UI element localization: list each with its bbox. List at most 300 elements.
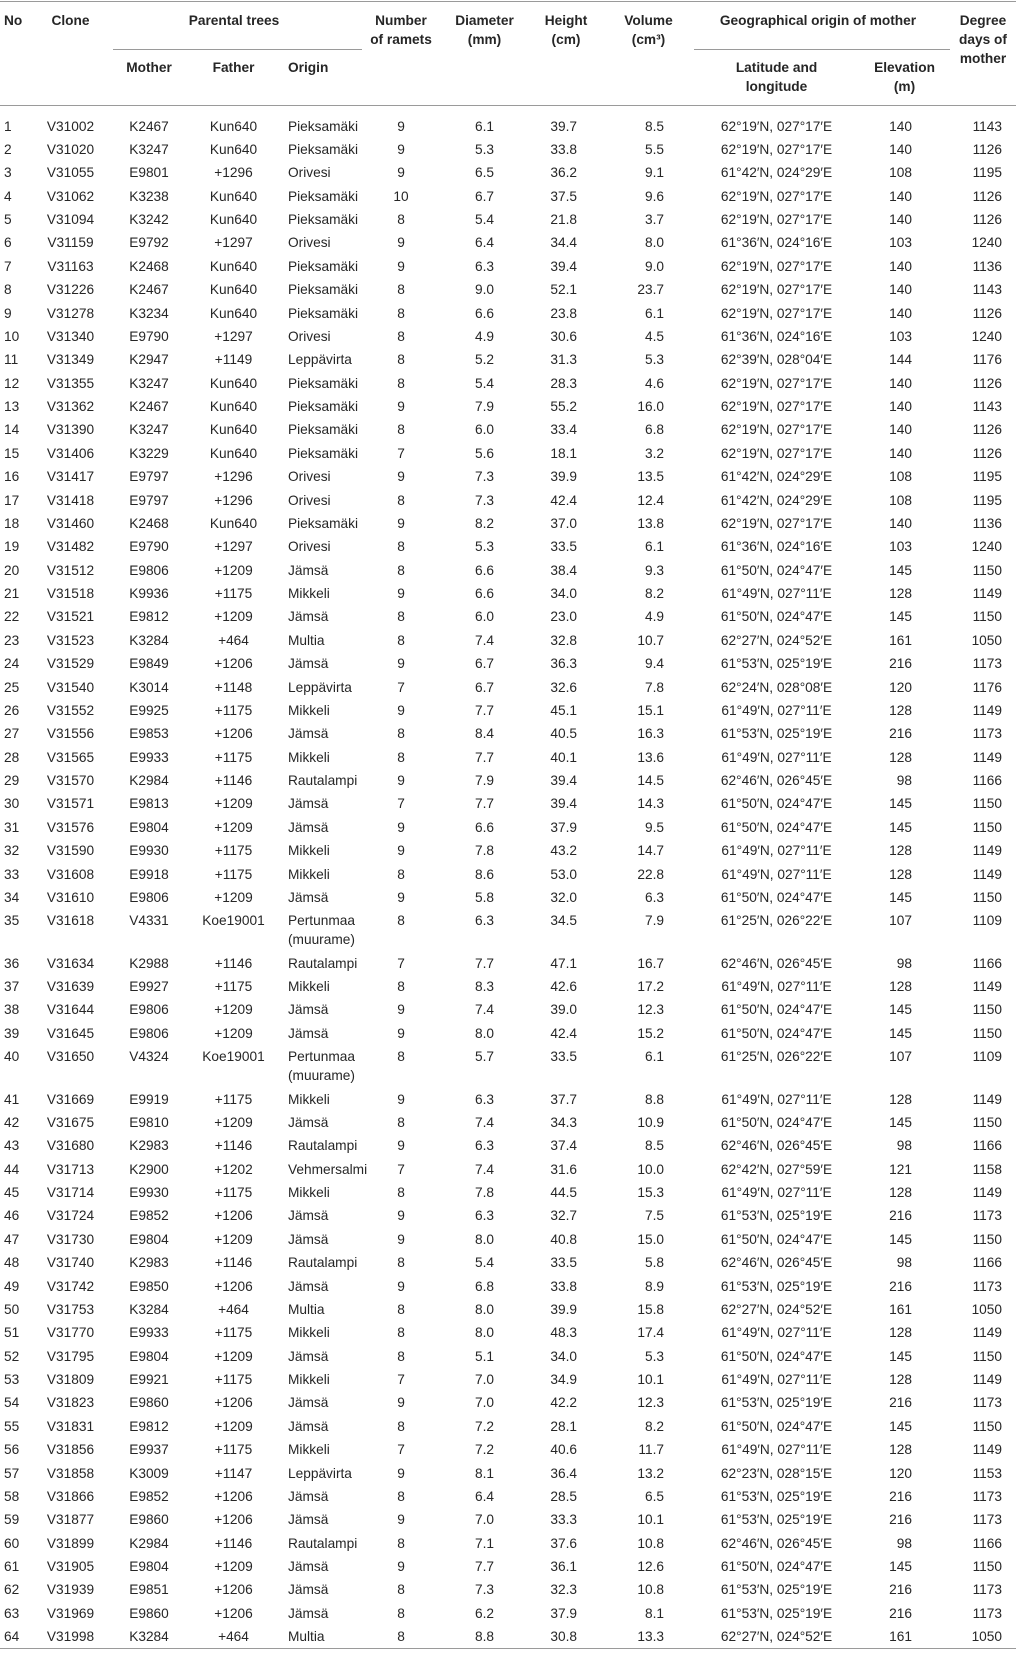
cell-father: Kun640 [209, 375, 258, 391]
cell-ramets: 7 [397, 1161, 405, 1177]
cell-origin: Mikkeli [288, 1091, 330, 1107]
cell-ramets: 9 [397, 819, 405, 835]
cell-volume: 10.8 [637, 1535, 664, 1551]
cell-father: +1297 [214, 539, 253, 555]
cell-clone: V31858 [46, 1465, 95, 1481]
cell-clone: V31020 [46, 141, 95, 157]
cell-volume: 14.5 [637, 773, 664, 788]
table-body [0, 106, 1016, 1649]
cell-clone: V31724 [46, 1208, 95, 1224]
cell-elevation: 120 [889, 679, 913, 695]
cell-no: 54 [4, 1395, 20, 1411]
cell-volume: 7.9 [644, 913, 664, 929]
cell-mother: E9801 [129, 165, 169, 181]
cell-height: 28.1 [550, 1418, 577, 1434]
cell-father: Kun640 [209, 282, 258, 298]
cell-father: +1175 [214, 866, 253, 882]
cell-no: 11 [4, 352, 19, 368]
cell-degree-days: 1149 [972, 586, 1003, 601]
cell-father: +1209 [214, 1002, 253, 1018]
header-clone: Clone [42, 2, 113, 106]
cell-no: 30 [4, 796, 20, 812]
cell-elevation: 161 [859, 1625, 950, 1649]
cell-volume: 6.1 [644, 305, 664, 321]
cell-mother: K3247 [129, 375, 169, 391]
cell-height: 39.9 [550, 1301, 577, 1317]
cell-diameter: 6.1 [474, 118, 494, 134]
cell-origin: Jämsä [288, 1208, 329, 1224]
cell-no: 61 [4, 1559, 20, 1574]
cell-degree-days: 1240 [971, 235, 1003, 251]
cell-degree-days: 1050 [971, 632, 1003, 648]
cell-elevation: 108 [889, 165, 913, 181]
cell-no: 15 [4, 445, 20, 461]
table-row [0, 325, 1016, 348]
table-row [0, 886, 1016, 909]
cell-elevation: 145 [889, 819, 913, 835]
cell-diameter: 7.2 [474, 1418, 494, 1434]
cell-height: 30.6 [550, 328, 577, 344]
cell-mother: E9930 [129, 843, 169, 859]
cell-diameter: 6.0 [474, 609, 494, 625]
table-row [0, 208, 1016, 231]
cell-mother: E9797 [129, 492, 169, 508]
cell-degree-days: 1150 [972, 1025, 1003, 1041]
table-row [0, 1461, 1016, 1484]
cell-height: 55.2 [550, 399, 577, 414]
cell-mother: K2947 [129, 352, 169, 368]
cell-father: +1175 [214, 843, 253, 859]
table-row [0, 1157, 1016, 1180]
cell-father: +1209 [214, 562, 253, 578]
cell-elevation: 216 [889, 656, 913, 672]
cell-clone: V31939 [46, 1582, 95, 1598]
cell-lat-lon: 61°53′N, 025°19′E [720, 1208, 833, 1224]
cell-degree-days: 1150 [972, 1231, 1003, 1247]
cell-diameter: 8.0 [474, 1025, 494, 1041]
cell-degree-days: 1149 [972, 1091, 1003, 1107]
cell-origin: Jämsä [288, 1231, 329, 1247]
cell-diameter: 7.0 [474, 1372, 494, 1387]
cell-diameter: 7.7 [474, 955, 494, 971]
cell-volume: 4.9 [644, 609, 664, 625]
cell-lat-lon: 61°49′N, 027°11′E [721, 1185, 832, 1200]
cell-origin: Orivesi [288, 492, 331, 508]
table-row [0, 442, 1016, 465]
cell-no: 2 [4, 141, 12, 157]
cell-no: 20 [4, 562, 20, 578]
cell-diameter: 7.1 [474, 1535, 494, 1551]
cell-degree-days: 1173 [972, 1512, 1003, 1528]
cell-volume: 10.7 [637, 632, 664, 648]
cell-degree-days: 1173 [972, 1395, 1003, 1411]
cell-no: 26 [4, 702, 20, 718]
cell-clone: V31565 [46, 749, 95, 765]
table-row [0, 792, 1016, 815]
cell-height: 31.3 [550, 352, 577, 368]
cell-volume: 8.8 [644, 1091, 664, 1107]
cell-elevation: 128 [889, 702, 913, 718]
cell-no: 63 [4, 1605, 20, 1621]
cell-height: 40.8 [550, 1231, 577, 1247]
cell-lat-lon: 61°53′N, 025°19′E [720, 1605, 833, 1621]
cell-diameter: 8.3 [474, 979, 494, 994]
cell-ramets: 7 [397, 1372, 405, 1387]
cell-degree-days: 1149 [972, 749, 1003, 765]
cell-origin: Orivesi [288, 328, 331, 344]
cell-volume: 10.8 [637, 1582, 664, 1598]
cell-height: 33.4 [550, 422, 577, 438]
table-row [0, 1204, 1016, 1227]
cell-lat-lon: 61°50′N, 024°47′E [720, 1418, 833, 1434]
cell-ramets: 8 [397, 979, 405, 994]
cell-volume: 7.5 [644, 1208, 664, 1224]
cell-elevation: 216 [889, 1278, 913, 1294]
cell-volume: 17.2 [637, 979, 664, 994]
cell-elevation: 128 [889, 586, 913, 601]
cell-no: 48 [4, 1255, 20, 1271]
cell-origin: Jämsä [288, 1418, 329, 1434]
cell-lat-lon: 62°42′N, 027°59′E [720, 1161, 833, 1177]
cell-mother: E9804 [129, 1231, 169, 1247]
cell-no: 18 [4, 515, 20, 531]
cell-diameter: 5.4 [474, 1255, 494, 1271]
cell-volume: 9.4 [644, 656, 664, 672]
table-row [0, 371, 1016, 394]
cell-diameter: 7.0 [474, 1512, 494, 1528]
cell-diameter: 5.7 [474, 1049, 494, 1065]
cell-height: 40.1 [550, 749, 577, 765]
cell-volume: 15.2 [637, 1025, 664, 1041]
cell-father: +1206 [214, 1605, 253, 1621]
table-row [0, 395, 1016, 418]
cell-lat-lon: 61°49′N, 027°11′E [721, 1442, 832, 1458]
cell-diameter: 5.2 [474, 352, 494, 368]
cell-ramets: 8 [397, 492, 405, 508]
cell-ramets: 9 [397, 1465, 405, 1481]
table-row [0, 488, 1016, 511]
cell-no: 59 [4, 1512, 20, 1528]
cell-father: Kun640 [209, 141, 258, 157]
table-row [0, 1508, 1016, 1531]
cell-degree-days: 1126 [972, 375, 1003, 391]
table-row [0, 1368, 1016, 1391]
cell-origin: Jämsä [288, 1605, 329, 1621]
cell-lat-lon: 61°53′N, 025°19′E [720, 1278, 833, 1294]
cell-no: 40 [4, 1049, 20, 1065]
cell-origin: Rautalampi [288, 955, 358, 971]
cell-origin: Jämsä [288, 1582, 329, 1598]
cell-ramets: 9 [397, 118, 405, 134]
cell-degree-days: 1195 [972, 492, 1003, 508]
cell-diameter: 7.9 [474, 399, 494, 414]
cell-height: 42.4 [550, 492, 577, 508]
header-row [0, 2, 1016, 50]
cell-height: 38.4 [550, 562, 577, 578]
cell-clone: V31390 [46, 422, 95, 438]
cell-father: +1175 [214, 749, 253, 765]
cell-lat-lon: 62°46′N, 026°45′E [720, 955, 833, 971]
cell-mother: E9919 [129, 1091, 169, 1107]
cell-lat-lon: 61°50′N, 024°47′E [720, 609, 833, 625]
cell-elevation: 140 [889, 445, 913, 461]
cell-origin: Pieksamäki [288, 399, 358, 414]
cell-diameter: 6.6 [474, 562, 494, 578]
cell-degree-days: 1150 [972, 819, 1003, 835]
cell-elevation: 140 [889, 141, 913, 157]
cell-height: 32.0 [550, 889, 577, 905]
cell-degree-days: 1195 [972, 469, 1003, 485]
cell-height: 42.2 [550, 1395, 577, 1411]
cell-height: 28.3 [550, 375, 577, 391]
cell-height: 52.1 [550, 282, 577, 298]
cell-clone: V31556 [46, 726, 95, 742]
cell-height: 37.0 [550, 515, 577, 531]
cell-height: 53.0 [550, 866, 577, 882]
cell-elevation: 120 [889, 1465, 913, 1481]
cell-height: 39.4 [550, 773, 577, 788]
cell-clone: V31552 [46, 702, 95, 718]
cell-degree-days: 1173 [972, 1488, 1003, 1504]
cell-diameter: 6.6 [474, 305, 494, 321]
cell-elevation: 145 [889, 889, 913, 905]
header-origin: Origin [277, 50, 362, 106]
cell-volume: 13.5 [637, 469, 664, 485]
cell-lat-lon: 62°19′N, 027°17′E [720, 445, 833, 461]
cell-father: +1296 [214, 492, 253, 508]
cell-clone: V31608 [46, 866, 95, 882]
cell-ramets: 8 [397, 1325, 405, 1341]
cell-no: 52 [4, 1348, 20, 1364]
cell-diameter: 6.6 [474, 586, 494, 601]
cell-ramets: 8 [397, 609, 405, 625]
cell-mother: E9806 [129, 1025, 169, 1041]
cell-elevation: 145 [889, 1025, 913, 1041]
cell-mother: K3014 [129, 679, 169, 695]
cell-ramets: 7 [397, 1442, 405, 1458]
cell-no: 35 [4, 913, 20, 929]
cell-diameter: 6.7 [474, 656, 494, 672]
cell-no: 34 [4, 889, 20, 905]
cell-lat-lon: 62°46′N, 026°45′E [720, 773, 833, 788]
cell-origin: Pertunmaa (muurame) [288, 1049, 355, 1084]
cell-no: 27 [4, 726, 20, 742]
cell-clone: V31856 [46, 1442, 95, 1458]
cell-clone: V31278 [46, 305, 95, 321]
cell-degree-days: 1150 [972, 609, 1003, 625]
cell-degree-days: 1149 [972, 843, 1003, 859]
cell-clone: V31905 [46, 1559, 95, 1574]
cell-elevation: 108 [889, 469, 913, 485]
cell-volume: 7.8 [644, 679, 664, 695]
cell-ramets: 8 [397, 1348, 405, 1364]
cell-mother: E9918 [129, 866, 169, 882]
cell-ramets: 7 [397, 796, 405, 812]
cell-diameter: 8.4 [474, 726, 494, 742]
cell-elevation: 216 [889, 1512, 913, 1528]
cell-volume: 8.5 [644, 1138, 664, 1154]
cell-father: +1297 [214, 235, 253, 251]
cell-volume: 8.9 [644, 1278, 664, 1294]
cell-elevation: 128 [889, 1372, 913, 1387]
cell-father: +1175 [214, 1442, 253, 1458]
cell-origin: Mikkeli [288, 979, 330, 994]
table-row [0, 1555, 1016, 1578]
cell-height: 32.8 [550, 632, 577, 648]
cell-clone: V31576 [46, 819, 95, 835]
table-row [0, 231, 1016, 254]
cell-father: +1209 [214, 796, 253, 812]
cell-volume: 17.4 [637, 1325, 664, 1341]
cell-mother: E9806 [129, 889, 169, 905]
cell-ramets: 8 [397, 352, 405, 368]
cell-lat-lon: 61°49′N, 027°11′E [721, 979, 832, 994]
cell-clone: V31512 [46, 562, 95, 578]
cell-mother: K3247 [129, 141, 169, 157]
cell-lat-lon: 62°24′N, 028°08′E [720, 679, 833, 695]
cell-ramets: 9 [397, 1559, 405, 1574]
cell-ramets: 9 [397, 235, 405, 251]
cell-father: Koe19001 [202, 913, 265, 929]
cell-elevation: 128 [889, 1185, 913, 1200]
cell-no: 44 [4, 1161, 20, 1177]
table-row [0, 1251, 1016, 1274]
cell-elevation: 145 [889, 562, 913, 578]
cell-volume: 8.2 [644, 586, 664, 601]
cell-ramets: 7 [397, 445, 405, 461]
cell-lat-lon: 61°49′N, 027°11′E [721, 1372, 832, 1387]
cell-volume: 12.3 [637, 1002, 664, 1018]
cell-father: Kun640 [209, 212, 258, 227]
cell-volume: 23.7 [637, 282, 664, 298]
table-row [0, 1111, 1016, 1134]
cell-mother: K2983 [129, 1138, 169, 1154]
cell-father: +464 [218, 1301, 249, 1317]
cell-lat-lon: 62°19′N, 027°17′E [720, 118, 833, 134]
cell-height: 33.5 [550, 1255, 577, 1271]
cell-origin: Pieksamäki [288, 422, 358, 438]
table-row [0, 512, 1016, 535]
cell-clone: V31571 [46, 796, 95, 812]
cell-clone: V31417 [46, 469, 95, 485]
cell-elevation: 216 [889, 726, 913, 742]
cell-degree-days: 1143 [972, 282, 1003, 298]
cell-no: 57 [4, 1465, 20, 1481]
cell-lat-lon: 62°19′N, 027°17′E [720, 515, 833, 531]
cell-volume: 11.7 [638, 1442, 664, 1458]
table-row [0, 1602, 1016, 1625]
cell-ramets: 8 [397, 422, 405, 438]
cell-origin: Pieksamäki [288, 188, 358, 204]
table-row [0, 975, 1016, 998]
cell-mother: K3284 [129, 1301, 169, 1317]
cell-lat-lon: 62°23′N, 028°15′E [720, 1465, 833, 1481]
cell-no: 50 [4, 1301, 20, 1317]
cell-father: +1209 [214, 1114, 253, 1130]
cell-father: +1146 [214, 1138, 253, 1154]
cell-origin: Jämsä [288, 726, 329, 742]
cell-elevation: 128 [889, 866, 913, 882]
cell-height: 39.7 [550, 118, 577, 134]
cell-height: 37.6 [550, 1535, 577, 1551]
cell-diameter: 5.6 [474, 445, 494, 461]
cell-lat-lon: 62°19′N, 027°17′E [720, 282, 833, 298]
cell-origin: Jämsä [288, 1278, 329, 1294]
cell-mother: E9925 [129, 702, 169, 718]
table-row [0, 998, 1016, 1021]
cell-origin: Jämsä [288, 1114, 329, 1130]
cell-mother: E9790 [129, 328, 169, 344]
cell-no: 55 [4, 1418, 20, 1434]
cell-clone: V31610 [46, 889, 95, 905]
table-row [0, 1181, 1016, 1204]
cell-lat-lon: 61°42′N, 024°29′E [720, 492, 833, 508]
cell-ramets: 8 [397, 1535, 405, 1551]
cell-ramets: 8 [397, 1185, 405, 1200]
cell-ramets: 8 [397, 1605, 405, 1621]
cell-no: 5 [4, 212, 12, 227]
cell-ramets: 8 [397, 305, 405, 321]
table-row [0, 535, 1016, 558]
table-row [0, 1022, 1016, 1045]
cell-diameter: 7.8 [474, 1185, 494, 1200]
cell-height: 39.9 [550, 469, 577, 485]
cell-mother: K3284 [113, 1625, 192, 1649]
cell-lat-lon: 61°36′N, 024°16′E [720, 328, 833, 344]
cell-father: +1209 [214, 1231, 253, 1247]
cell-ramets: 9 [397, 1278, 405, 1294]
cell-diameter: 4.9 [474, 328, 494, 344]
table-row [0, 348, 1016, 371]
cell-father: +1146 [214, 955, 253, 971]
cell-ramets: 9 [397, 515, 405, 531]
table-row [0, 1045, 1016, 1087]
cell-mother: E9921 [129, 1372, 169, 1387]
cell-diameter: 5.3 [474, 539, 494, 555]
cell-father: +1206 [214, 1582, 253, 1598]
cell-clone: V31362 [46, 399, 95, 414]
cell-no: 51 [4, 1325, 20, 1341]
cell-elevation: 98 [896, 955, 913, 971]
cell-father: +1209 [214, 889, 253, 905]
cell-father: +1146 [214, 773, 253, 788]
cell-clone: V31094 [46, 212, 95, 227]
cell-clone: V31998 [42, 1625, 113, 1649]
cell-ramets: 9 [397, 702, 405, 718]
cell-no: 9 [4, 305, 12, 321]
cell-height: 34.3 [550, 1114, 577, 1130]
cell-mother: E9852 [129, 1488, 169, 1504]
cell-elevation: 140 [889, 399, 913, 414]
cell-mother: E9860 [129, 1512, 169, 1528]
cell-volume: 13.8 [637, 515, 664, 531]
table-row [0, 699, 1016, 722]
cell-mother: K3229 [129, 445, 169, 461]
cell-no: 8 [4, 282, 12, 298]
cell-origin: Rautalampi [288, 1535, 358, 1551]
cell-clone: V31742 [46, 1278, 95, 1294]
cell-mother: E9930 [129, 1185, 169, 1200]
cell-volume: 8.2 [644, 1418, 664, 1434]
cell-volume: 8.5 [644, 118, 664, 134]
cell-degree-days: 1150 [972, 1418, 1003, 1434]
cell-clone: V31680 [46, 1138, 95, 1154]
cell-volume: 6.1 [644, 539, 664, 555]
cell-height: 32.6 [550, 679, 577, 695]
cell-lat-lon: 61°42′N, 024°29′E [720, 165, 833, 181]
cell-ramets: 9 [397, 469, 405, 485]
cell-elevation: 108 [889, 492, 913, 508]
